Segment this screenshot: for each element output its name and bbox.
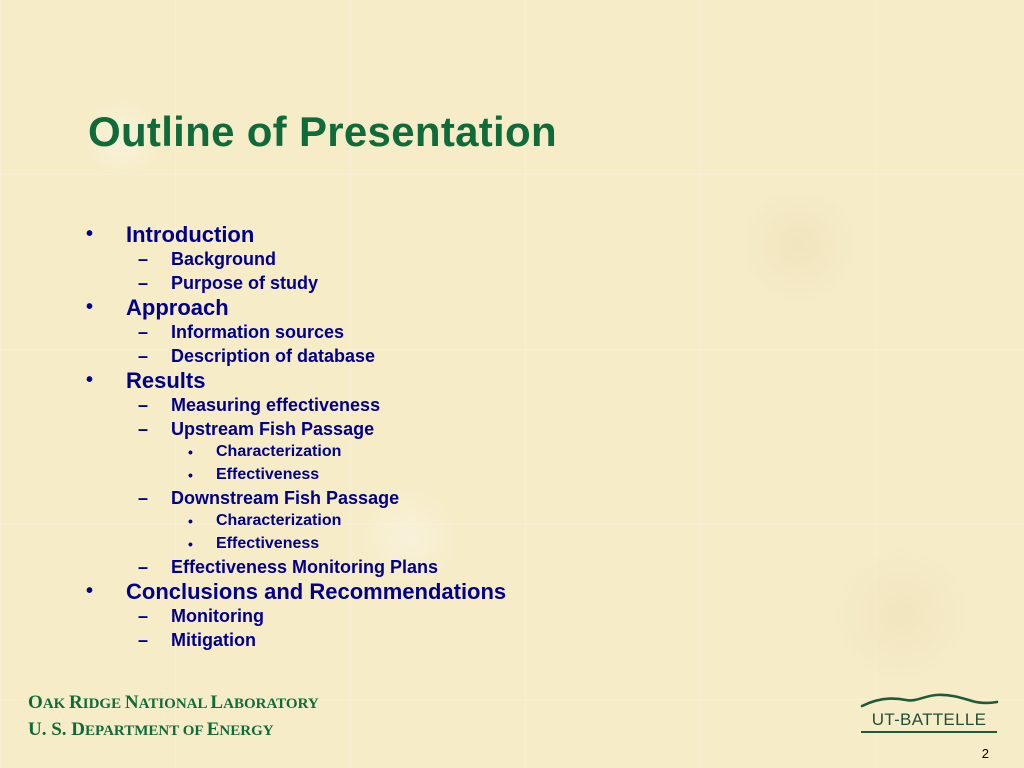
outline-item-text: Measuring effectiveness — [171, 395, 381, 415]
footer-department-name — [28, 717, 319, 744]
bullet-icon: • — [86, 580, 94, 602]
outline-item-level2 — [86, 271, 506, 295]
outline-item-text: Background — [171, 249, 277, 269]
footer-text-segment: EPARTMENT OF — [85, 723, 207, 739]
outline-item-level2 — [86, 247, 506, 271]
outline-item-level1 — [86, 579, 506, 604]
outline-item-level3 — [86, 510, 506, 533]
outline-item-level2 — [86, 555, 506, 579]
footer-text-segment: IDGE — [82, 696, 125, 712]
dash-bullet-icon: – — [138, 249, 149, 269]
outline-list — [86, 222, 506, 652]
footer-lab-name — [28, 690, 319, 717]
outline-item-level2 — [86, 417, 506, 441]
bullet-icon: • — [86, 223, 94, 245]
outline-item-level3 — [86, 533, 506, 556]
footer-text-segment: E — [206, 719, 220, 740]
outline-item-text: Information sources — [171, 322, 345, 342]
footer-text-segment: N — [124, 692, 139, 713]
dash-bullet-icon: – — [138, 419, 149, 439]
outline-item-text: Results — [126, 368, 206, 393]
outline-item-text: Introduction — [126, 222, 255, 247]
outline-item-level2 — [86, 628, 506, 652]
footer-text-segment: U. S. D — [28, 719, 86, 740]
outline-item-text: Upstream Fish Passage — [171, 419, 375, 439]
bullet-icon: • — [188, 444, 193, 460]
dash-bullet-icon: – — [138, 488, 149, 508]
outline-item-text: Conclusions and Recommendations — [126, 579, 507, 604]
bullet-icon: • — [86, 369, 94, 391]
footer-text-segment: AK — [42, 696, 70, 712]
footer-organization — [28, 690, 319, 744]
footer-text-segment: ABORATORY — [223, 696, 319, 712]
bullet-icon: • — [188, 513, 193, 529]
dash-bullet-icon: – — [138, 346, 149, 366]
bullet-icon: • — [188, 535, 193, 552]
outline-item-level2 — [86, 393, 506, 417]
outline-item-text: Effectiveness — [216, 534, 320, 552]
outline-item-text: Purpose of study — [171, 273, 319, 293]
mountain-ridge-icon — [862, 695, 997, 706]
dash-bullet-icon: – — [138, 606, 149, 626]
outline-item-text: Approach — [126, 295, 229, 320]
footer-text-segment: NERGY — [219, 723, 274, 739]
outline-item-text: Effectiveness Monitoring Plans — [171, 557, 439, 577]
dash-bullet-icon: – — [138, 630, 149, 650]
outline-item-level3 — [86, 441, 506, 464]
logo-text: UT-BATTELLE — [871, 710, 987, 729]
outline-item-level2 — [86, 320, 506, 344]
outline-item-text: Downstream Fish Passage — [171, 488, 400, 508]
footer-text-segment: R — [69, 692, 83, 713]
outline-item-text: Characterization — [216, 512, 342, 529]
bullet-icon: • — [86, 296, 94, 318]
dash-bullet-icon: – — [138, 322, 149, 342]
outline-item-text: Effectiveness — [216, 465, 320, 483]
dash-bullet-icon: – — [138, 395, 149, 415]
page-number: 2 — [981, 746, 989, 761]
outline-item-text: Monitoring — [171, 606, 264, 626]
outline-item-text: Characterization — [216, 443, 342, 460]
outline-item-level1 — [86, 295, 506, 320]
dash-bullet-icon: – — [138, 557, 149, 577]
outline-item-level2 — [86, 604, 506, 628]
outline-item-level3 — [86, 464, 506, 487]
outline-item-text: Description of database — [171, 346, 376, 366]
outline-item-level2 — [86, 344, 506, 368]
outline-item-level1 — [86, 222, 506, 247]
bullet-icon: • — [188, 466, 193, 483]
slide-title: Outline of Presentation — [88, 108, 557, 155]
ut-battelle-logo — [858, 692, 1000, 736]
dash-bullet-icon: – — [138, 273, 149, 293]
outline-item-text: Mitigation — [171, 630, 256, 650]
footer-text-segment: L — [210, 692, 224, 713]
outline-item-level2 — [86, 486, 506, 510]
footer-text-segment: ATIONAL — [138, 696, 211, 712]
footer-text-segment: O — [28, 692, 43, 713]
outline-item-level1 — [86, 368, 506, 393]
